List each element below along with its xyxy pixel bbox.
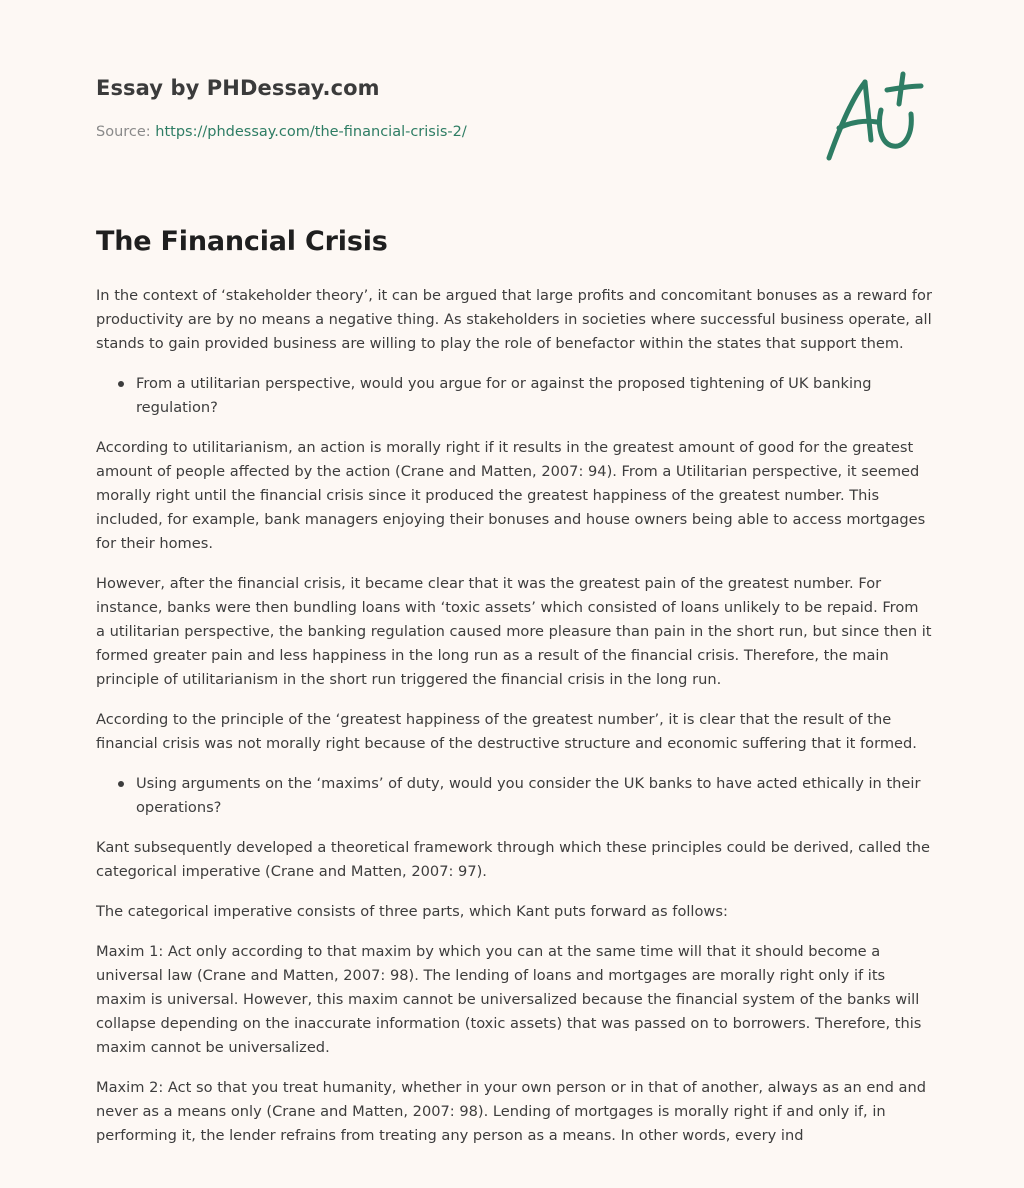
- bullet-list: [96, 372, 932, 420]
- a-plus-logo-icon: [825, 70, 925, 162]
- source-link[interactable]: https://phdessay.com/the-financial-crisis-2/: [155, 124, 467, 140]
- document-title: The Financial Crisis: [96, 226, 388, 257]
- source-line: [96, 124, 467, 140]
- body-paragraph: The categorical imperative consists of three parts, which Kant puts forward as follows:: [96, 903, 728, 920]
- body-paragraph: Maxim 2: Act so that you treat humanity, whether in your own person or in that of another, always as an end and never as a means only (Crane and Matten, 2007: 98). Lending of mortgages is morally right if and only if, in performing it, the lender refrains from treating any person as a means. In other words, every ind: [96, 1079, 926, 1144]
- body-paragraph: According to the principle of the ‘greatest happiness of the greatest number’, it is clear that the result of the financial crisis was not morally right because of the destructive structure and economic suffering that it formed.: [96, 711, 917, 752]
- bullet-list: [96, 772, 932, 820]
- bullet-question: Using arguments on the ‘maxims’ of duty, would you consider the UK banks to have acted ethically in their operations?: [136, 772, 932, 820]
- site-title: Essay by PHDessay.com: [96, 76, 380, 100]
- body-paragraph: However, after the financial crisis, it became clear that it was the greatest pain of the greatest number. For instance, banks were then bundling loans with ‘toxic assets’ which consisted of loans unlikely to be repaid. From a utilitarian perspective, the banking regulation caused more pleasure than pain in the short run, but since then it formed greater pain and less happiness in the long run as a result of the financial crisis. Therefore, the main principle of utilitarianism in the short run triggered the financial crisis in the long run.: [96, 575, 932, 688]
- body-paragraph: Maxim 1: Act only according to that maxim by which you can at the same time will that it should become a universal law (Crane and Matten, 2007: 98). The lending of loans and mortgages are morally right only if its maxim is universal. However, this maxim cannot be universalized because the financial system of the banks will collapse depending on the inaccurate information (toxic assets) that was passed on to borrowers. Therefore, this maxim cannot be universalized.: [96, 943, 922, 1056]
- body-paragraph: Kant subsequently developed a theoretical framework through which these principles could be derived, called the categorical imperative (Crane and Matten, 2007: 97).: [96, 839, 931, 880]
- body-paragraph: According to utilitarianism, an action is morally right if it results in the greatest amount of good for the greatest amount of people affected by the action (Crane and Matten, 2007: 94). From a Utilitarian perspective, it seemed morally right until the financial crisis since it produced the greatest happiness of the greatest number. This included, for example, bank managers enjoying their bonuses and house owners being able to access mortgages for their homes.: [96, 439, 926, 552]
- document-body: [96, 284, 932, 1164]
- body-paragraph: In the context of ‘stakeholder theory’, it can be argued that large profits and concomitant bonuses as a reward for productivity are by no means a negative thing. As stakeholders in societies where successful business operate, all stands to gain provided business are willing to play the role of benefactor within the states that support them.: [96, 287, 932, 352]
- source-label: Source:: [96, 124, 151, 140]
- bullet-question: From a utilitarian perspective, would you argue for or against the proposed tightening of UK banking regulation?: [136, 372, 932, 420]
